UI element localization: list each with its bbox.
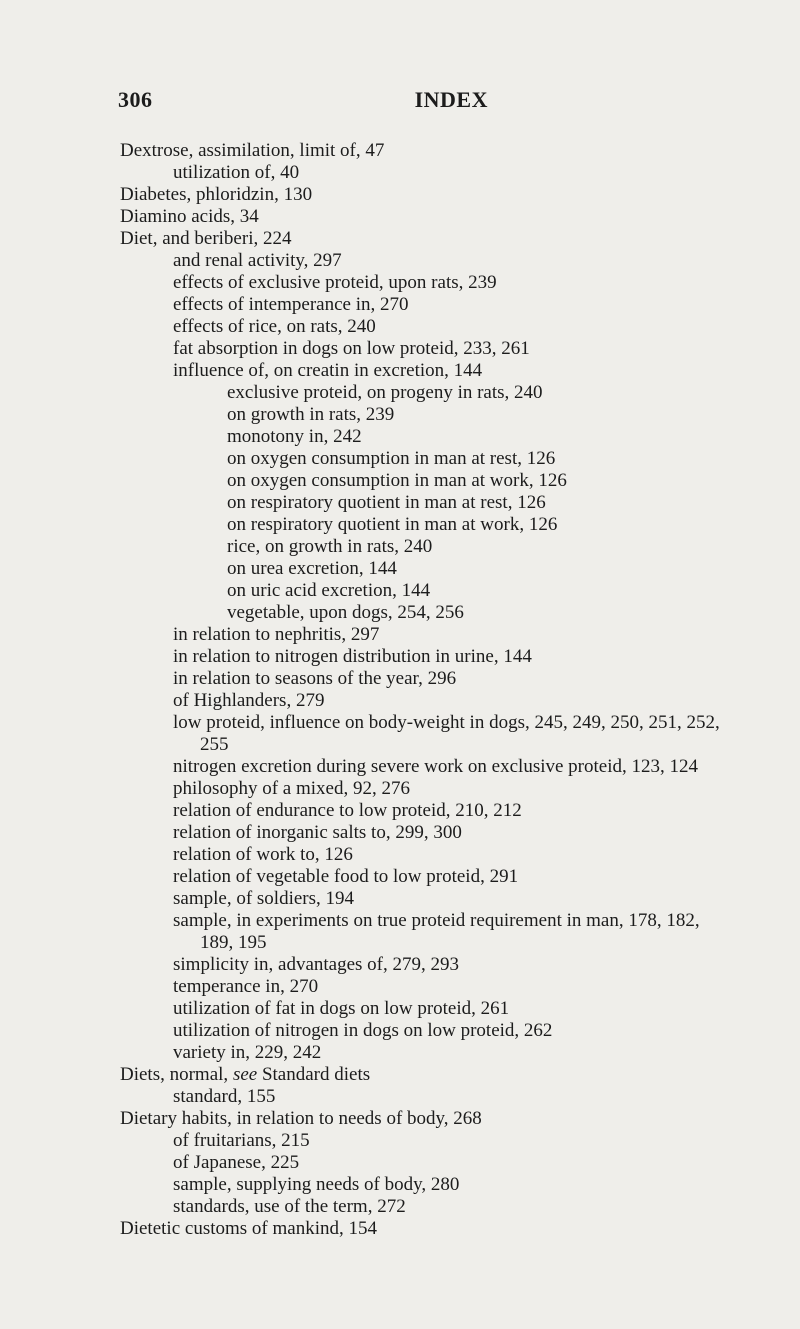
- index-entry-text: monotony in, 242: [227, 426, 362, 447]
- index-subentry: [120, 1042, 780, 1064]
- index-entry-text: on respiratory quotient in man at work, 126: [227, 514, 558, 535]
- index-subentry: [120, 316, 780, 338]
- index-entry-text: relation of endurance to low proteid, 210, 212: [173, 800, 522, 821]
- index-subentry: [120, 1020, 780, 1042]
- index-entry-text: Dextrose, assimilation, limit of, 47: [120, 140, 385, 161]
- index-subentry: [120, 514, 780, 536]
- index-entry-text: on growth in rats, 239: [227, 404, 395, 425]
- index-entry-text: low proteid, influence on body-weight in dogs, 245, 249, 250, 251, 252,: [173, 712, 720, 733]
- index-subentry: [120, 954, 780, 976]
- index-entry-text: effects of exclusive proteid, upon rats, 239: [173, 272, 497, 293]
- index-subentry: [120, 272, 780, 294]
- index-entry-text: standards, use of the term, 272: [173, 1196, 406, 1217]
- index-entry-text: relation of inorganic salts to, 299, 300: [173, 822, 462, 843]
- page-title: INDEX: [414, 87, 488, 112]
- index-subentry: [120, 470, 780, 492]
- index-entry: [120, 228, 780, 250]
- index-subentry: [120, 844, 780, 866]
- index-subentry: [120, 382, 780, 404]
- index-subentry: [120, 866, 780, 888]
- index-entry-text: influence of, on creatin in excretion, 144: [173, 360, 483, 381]
- index-entry-text: in relation to nitrogen distribution in urine, 144: [173, 646, 532, 667]
- index-entry-text: of Highlanders, 279: [173, 690, 325, 711]
- index-entry-text: vegetable, upon dogs, 254, 256: [227, 602, 464, 623]
- index-entry-text: nitrogen excretion during severe work on exclusive proteid, 123, 124: [173, 756, 698, 777]
- index-entry-text: on uric acid excretion, 144: [227, 580, 431, 601]
- index-subentry: [120, 668, 780, 690]
- index-subentry: [120, 536, 780, 558]
- index-subentry: [120, 822, 780, 844]
- index-subentry: [120, 360, 780, 382]
- index-subentry: [120, 602, 780, 624]
- index-subentry: [120, 756, 780, 778]
- index-entry-text: 255: [200, 734, 229, 755]
- index-subentry: [120, 690, 780, 712]
- index-subentry: [120, 646, 780, 668]
- index-entry-text: sample, supplying needs of body, 280: [173, 1174, 460, 1195]
- page-header: [118, 86, 488, 114]
- index-entry-text: rice, on growth in rats, 240: [227, 536, 433, 557]
- index-subentry: [120, 1174, 780, 1196]
- index-entry-text: of Japanese, 225: [173, 1152, 300, 1173]
- index-subentry: [120, 778, 780, 800]
- index-entry-text: standard, 155: [173, 1086, 276, 1107]
- index-subentry: [120, 998, 780, 1020]
- index-entry-text: Diet, and beriberi, 224: [120, 228, 292, 249]
- index-subentry: [120, 492, 780, 514]
- index-entry-text: on oxygen consumption in man at rest, 126: [227, 448, 556, 469]
- index-entry-text: Dietary habits, in relation to needs of body, 268: [120, 1108, 482, 1129]
- index-entry-text: sample, of soldiers, 194: [173, 888, 355, 909]
- index-subentry: [120, 888, 780, 910]
- index-entry-text: sample, in experiments on true proteid requirement in man, 178, 182,: [173, 910, 700, 931]
- index-entry-text: on respiratory quotient in man at rest, 126: [227, 492, 546, 513]
- index-subentry: [120, 976, 780, 998]
- index-subentry: [120, 404, 780, 426]
- index-subentry: [120, 1086, 780, 1108]
- index-entry-text: in relation to seasons of the year, 296: [173, 668, 457, 689]
- index-subentry: [120, 558, 780, 580]
- index-entry-text: Dietetic customs of mankind, 154: [120, 1218, 377, 1239]
- index-entry-text: effects of rice, on rats, 240: [173, 316, 376, 337]
- index-entry: [120, 1064, 780, 1086]
- see-reference: see: [232, 1064, 258, 1085]
- index-subentry: [120, 1196, 780, 1218]
- see-target: Standard diets: [257, 1064, 371, 1085]
- index-entry-text: in relation to nephritis, 297: [173, 624, 380, 645]
- index-entry: [120, 184, 780, 206]
- index-subentry: [120, 448, 780, 470]
- index-entry-text: utilization of fat in dogs on low proteid, 261: [173, 998, 510, 1019]
- index-entry: [120, 206, 780, 228]
- index-entry-text: Diabetes, phloridzin, 130: [120, 184, 313, 205]
- index-entry-text: simplicity in, advantages of, 279, 293: [173, 954, 460, 975]
- index-entry-text: utilization of nitrogen in dogs on low proteid, 262: [173, 1020, 553, 1041]
- index-entry: [120, 1218, 780, 1240]
- index-subentry: [120, 910, 780, 932]
- index-entry-text: Diets, normal,: [120, 1064, 233, 1085]
- index-subentry: [120, 426, 780, 448]
- index-entry-text: philosophy of a mixed, 92, 276: [173, 778, 410, 799]
- index-subentry: [120, 624, 780, 646]
- index-subentry: [120, 162, 780, 184]
- index-entry-text: on urea excretion, 144: [227, 558, 397, 579]
- index-entry-text: on oxygen consumption in man at work, 126: [227, 470, 567, 491]
- index-entry-text: 189, 195: [200, 932, 267, 953]
- index-entry-continuation: [120, 932, 780, 954]
- index-entry-text: effects of intemperance in, 270: [173, 294, 409, 315]
- page-number: 306: [118, 87, 153, 112]
- index-subentry: [120, 338, 780, 360]
- index-entry-text: of fruitarians, 215: [173, 1130, 310, 1151]
- index-subentry: [120, 800, 780, 822]
- index-entry: [120, 1108, 780, 1130]
- index-entry-text: and renal activity, 297: [173, 250, 342, 271]
- index-entry-list: [120, 140, 780, 1240]
- index-entry-text: relation of vegetable food to low proteid, 291: [173, 866, 519, 887]
- index-subentry: [120, 580, 780, 602]
- index-entry-text: variety in, 229, 242: [173, 1042, 322, 1063]
- index-subentry: [120, 1130, 780, 1152]
- index-entry-text: exclusive proteid, on progeny in rats, 240: [227, 382, 543, 403]
- index-entry-text: utilization of, 40: [173, 162, 300, 183]
- index-entry-text: temperance in, 270: [173, 976, 319, 997]
- index-subentry: [120, 250, 780, 272]
- index-entry-text: relation of work to, 126: [173, 844, 353, 865]
- index-entry: [120, 140, 780, 162]
- index-entry-text: Diamino acids, 34: [120, 206, 259, 227]
- index-entry-text: fat absorption in dogs on low proteid, 233, 261: [173, 338, 530, 359]
- index-entry-continuation: [120, 734, 780, 756]
- index-subentry: [120, 1152, 780, 1174]
- index-subentry: [120, 712, 780, 734]
- index-subentry: [120, 294, 780, 316]
